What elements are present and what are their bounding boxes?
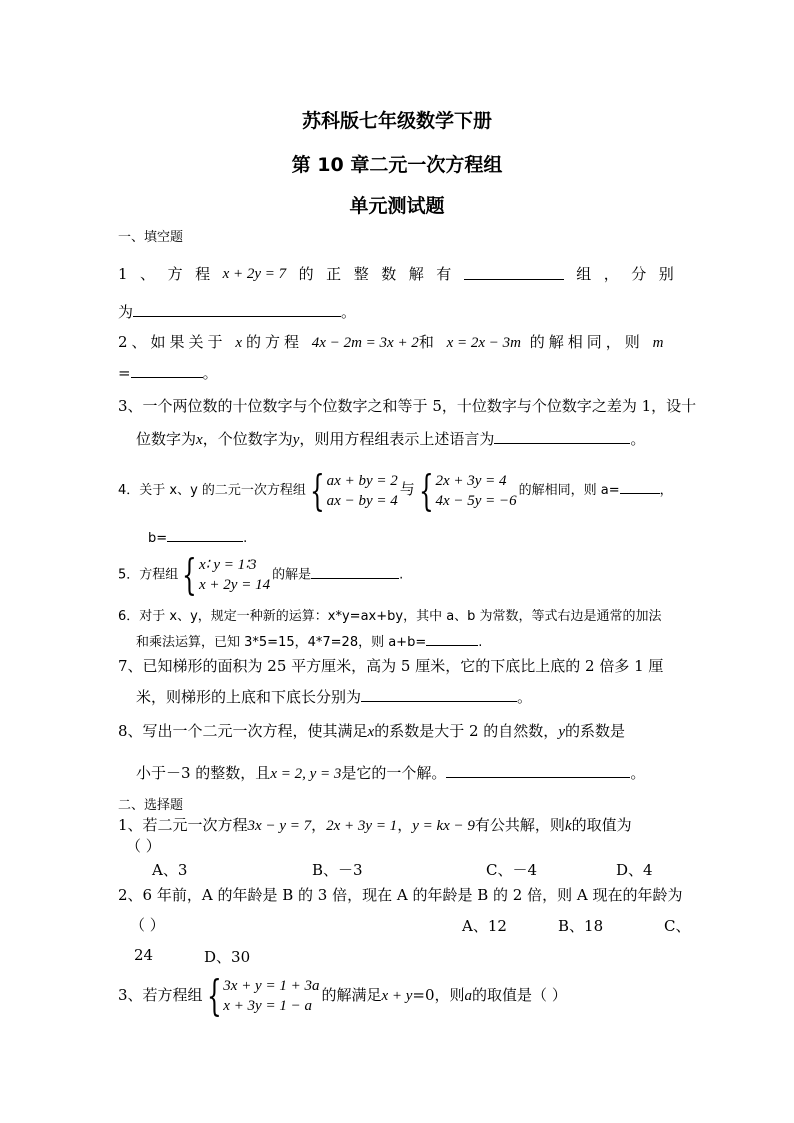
q4-suffix: 的解相同，则 a= xyxy=(518,483,620,498)
q3-line-1: 3、一个两位数的十位数字与个位数字之和等于 5，十位数字与个位数字之差为 1，设十 xyxy=(118,397,697,415)
c1-text: 有公共解，则 xyxy=(474,816,565,834)
c1-eq3: y = kx − 9 xyxy=(412,818,475,834)
left-brace-icon: { xyxy=(309,465,325,515)
q4-sys2-eq2: 4x − 5y = −6 xyxy=(435,492,517,509)
q4-system-2 xyxy=(417,465,517,515)
q1-word: 组 xyxy=(576,265,592,283)
c3-eq2: x + 3y = 1 − a xyxy=(223,998,312,1014)
q3-var-x: x xyxy=(196,432,203,448)
title-line-2: 第 10 章二元一次方程组 xyxy=(291,154,503,176)
q5-prefix: 5．方程组 xyxy=(118,567,179,583)
q3-line-2 xyxy=(136,428,645,450)
q4-b-label: b= xyxy=(148,531,168,546)
c3-line xyxy=(118,971,567,1020)
q1-blank-count[interactable] xyxy=(464,264,564,280)
q2-equation-1: 4x − 2m = 3x + 2 xyxy=(311,335,419,351)
q1-word: 数 xyxy=(381,265,397,283)
q2-text: 2、如果关于 xyxy=(118,333,227,351)
q4-sys1-eq2: ax − by = 4 xyxy=(326,492,398,509)
title-line-3: 单元测试题 xyxy=(349,195,445,217)
q3-var-y: y xyxy=(292,432,300,448)
c3-system xyxy=(205,971,320,1020)
left-brace-icon: { xyxy=(182,550,198,599)
c1-option-a[interactable]: A、3 xyxy=(152,861,188,879)
c2-option-b[interactable]: B、18 xyxy=(558,917,604,935)
c2-answer-paren[interactable]: （ ） xyxy=(130,916,165,934)
q2-line-1 xyxy=(118,332,667,353)
q3-text: ，个位数字为 xyxy=(202,430,293,448)
q7-text: 米，则梯形的上底和下底长分别为 xyxy=(136,688,362,706)
q5-end: . xyxy=(399,567,404,583)
q2-var-x: x xyxy=(235,335,246,351)
q1-word: 、 xyxy=(140,265,156,283)
c1-eq2: 2x + 3y = 1 xyxy=(326,818,398,834)
q7-line-1: 7、已知梯形的面积为 25 平方厘米，高为 5 厘米，它的下底比上底的 2 倍多 1 厘 xyxy=(118,657,664,675)
c1-answer-paren[interactable]: （ ） xyxy=(126,837,161,855)
q4-prefix: 4．关于 x、y 的二元一次方程组 xyxy=(118,483,306,498)
section-choice-heading: 二、选择题 xyxy=(118,798,184,813)
q1-line-2 xyxy=(118,301,356,322)
c3-condition: x + y xyxy=(381,988,413,1004)
c3-eq1: 3x + y = 1 + 3a xyxy=(223,978,320,994)
c2-line-1: 2、6 年前，A 的年龄是 B 的 3 倍，现在 A 的年龄是 B 的 2 倍，则 A 现在的年龄为 xyxy=(118,886,683,904)
c3-mid: 的解满足 xyxy=(321,986,382,1004)
q6-line-1: 6．对于 x、y，规定一种新的运算：x*y=ax+by，其中 a、b 为常数，等式右边是通常的加法 xyxy=(118,609,662,624)
q2-blank[interactable] xyxy=(131,362,203,378)
q4-sys2-eq1: 2x + 3y = 4 xyxy=(435,472,507,489)
q5-eq1: x∶ y = 1∶3 xyxy=(199,557,257,573)
c2-option-c-value[interactable]: 24 xyxy=(134,946,154,964)
c2-option-d[interactable]: D、30 xyxy=(204,948,251,966)
q4-system-1 xyxy=(308,465,398,515)
q1-equation: x + 2y = 7 xyxy=(222,266,287,282)
q1-suffix: 。 xyxy=(341,303,357,321)
q4-b-end: . xyxy=(243,531,248,546)
c3-var-a: a xyxy=(464,988,473,1004)
q6-text: 和乘法运算，已知 3*5=15，4*7=28，则 a+b= xyxy=(136,635,427,650)
c1-sep: ， xyxy=(311,816,327,834)
c1-var-k: k xyxy=(564,818,572,834)
c3-suffix[interactable]: 的取值是（ ） xyxy=(472,986,567,1004)
title-line-1: 苏科版七年级数学下册 xyxy=(301,110,492,132)
q2-equation-2: x = 2x − 3m xyxy=(446,335,522,351)
q1-blank-solutions[interactable] xyxy=(133,301,341,317)
q2-var-m: m xyxy=(652,335,668,351)
c1-text: 1、若二元一次方程 xyxy=(118,816,248,834)
left-brace-icon: { xyxy=(206,971,222,1020)
q8-blank[interactable] xyxy=(446,762,630,778)
q4-mid: 与 xyxy=(399,480,415,498)
q1-word: 的 xyxy=(298,265,314,283)
c1-sep: ， xyxy=(397,816,413,834)
c2-option-c[interactable]: C、 xyxy=(664,917,691,935)
c3-condition-value: =0，则 xyxy=(412,986,465,1004)
q1-word: 有 xyxy=(436,265,452,283)
q8-text: 小于－3 的整数，且 xyxy=(136,764,271,782)
q2-prefix: = xyxy=(118,364,131,382)
q8-text: 8、写出一个二元一次方程，使其满足 xyxy=(118,722,368,740)
q6-blank[interactable] xyxy=(426,630,478,646)
q1-word: 程 xyxy=(195,265,211,283)
q1-word: 分 xyxy=(631,265,647,283)
q7-end: 。 xyxy=(517,688,533,706)
c1-text: 的取值为 xyxy=(571,816,632,834)
q4-comma: ， xyxy=(659,483,673,498)
c1-line-1 xyxy=(118,815,632,836)
q8-line-1 xyxy=(118,721,625,742)
q5-eq2: x + 2y = 14 xyxy=(199,577,271,593)
q1-word: 解 xyxy=(408,265,424,283)
c1-option-c[interactable]: C、－4 xyxy=(486,861,538,879)
q6-end: . xyxy=(478,635,483,650)
q1-word: 方 xyxy=(167,265,183,283)
q8-var-x: x xyxy=(367,724,375,740)
q5-system xyxy=(180,550,271,599)
c1-eq1: 3x − y = 7 xyxy=(247,818,312,834)
q8-var-y: y xyxy=(558,724,565,740)
c3-prefix: 3、若方程组 xyxy=(118,986,203,1004)
q4-sys1-eq1: ax + by = 2 xyxy=(326,472,398,489)
q2-text: 的解相同，则 xyxy=(529,333,644,351)
q1-word: 整 xyxy=(353,265,369,283)
q2-suffix: 。 xyxy=(202,364,218,382)
q5-line xyxy=(118,550,404,599)
c1-option-d[interactable]: D、4 xyxy=(616,861,653,879)
q1-word: 1 xyxy=(118,265,128,283)
q5-blank[interactable] xyxy=(311,563,399,579)
q4-line-2 xyxy=(148,526,247,549)
q7-line-2 xyxy=(136,686,532,707)
q2-text: 和 xyxy=(418,333,438,351)
q8-text: 的系数是大于 2 的自然数， xyxy=(374,722,559,740)
q2-text: 的方程 xyxy=(246,333,304,351)
q3-blank[interactable] xyxy=(494,428,630,444)
q1-word: 别 xyxy=(658,265,674,283)
q2-line-2 xyxy=(118,362,218,383)
q4-blank-b[interactable] xyxy=(167,526,243,542)
c1-option-b[interactable]: B、－3 xyxy=(312,861,363,879)
c2-option-a[interactable]: A、12 xyxy=(462,917,507,935)
q4-blank-a[interactable] xyxy=(620,478,660,494)
q3-text: 位数字为 xyxy=(136,430,197,448)
section-fill-in-heading: 一、填空题 xyxy=(118,230,184,245)
q8-end: 。 xyxy=(630,764,646,782)
q3-end: 。 xyxy=(630,430,646,448)
q8-text: 是它的一个解。 xyxy=(341,764,447,782)
q6-line-2 xyxy=(136,630,482,653)
q1-line-1 xyxy=(118,264,674,284)
q1-word: ， xyxy=(603,265,619,283)
q1-prefix: 为 xyxy=(118,303,134,321)
q8-text: 的系数是 xyxy=(564,722,625,740)
left-brace-icon: { xyxy=(418,465,434,515)
q4-line-1 xyxy=(118,465,673,515)
q3-text: ，则用方程组表示上述语言为 xyxy=(299,430,495,448)
q7-blank[interactable] xyxy=(361,686,517,702)
q8-condition: x = 2, y = 3 xyxy=(270,766,342,782)
q5-suffix: 的解是 xyxy=(272,567,312,583)
q1-word: 正 xyxy=(326,265,342,283)
q8-line-2 xyxy=(136,762,645,784)
